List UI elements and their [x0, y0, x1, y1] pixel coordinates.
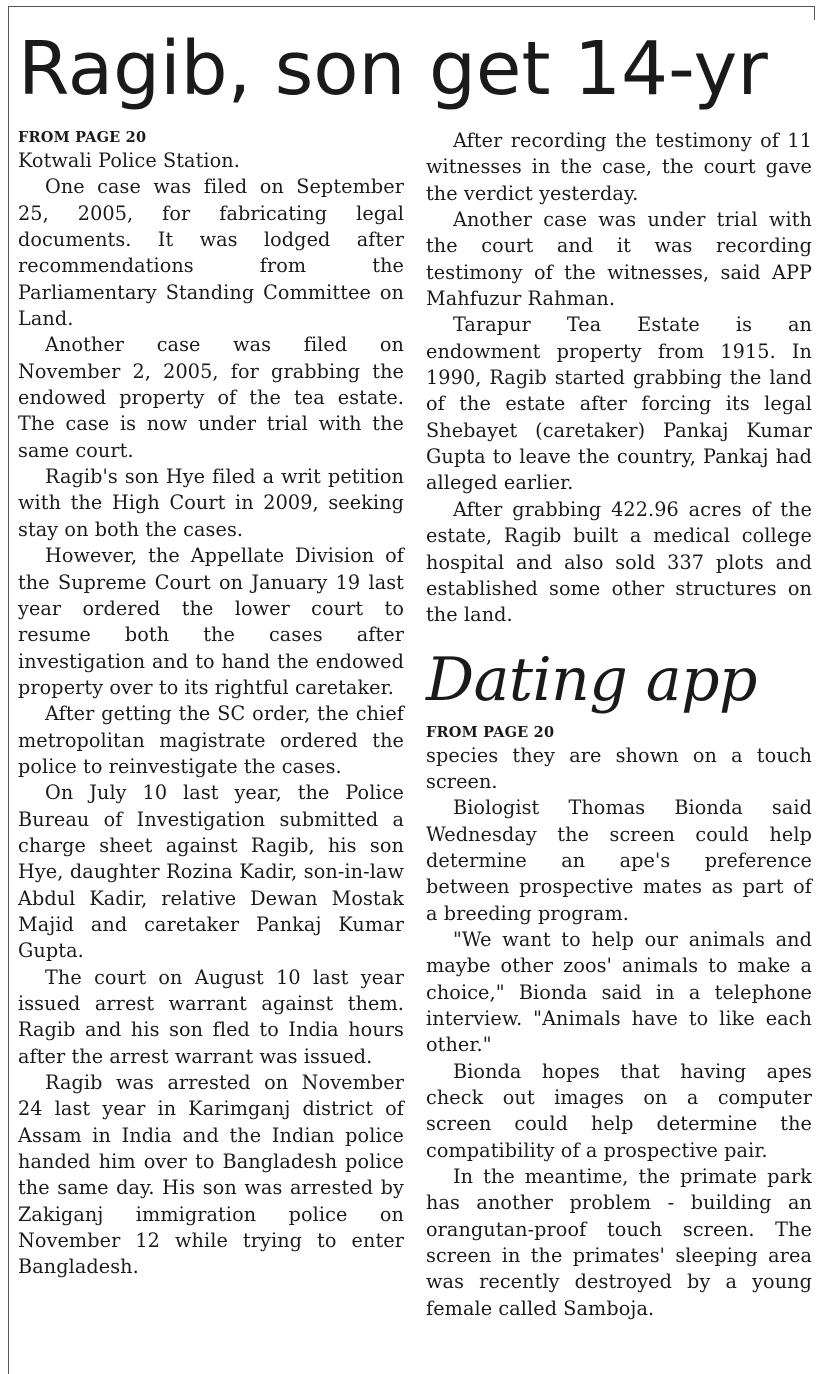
article-paragraph: However, the Appellate Division of the Supreme Court on January 19 last year ordered the lower court to resume both the cases after investigation and to hand the endowed property over to its rightful caretaker. [18, 544, 404, 699]
article-paragraph: One case was filed on September 25, 2005, for fabricating legal documents. It was lodged after recommendations from the Parliamentary Standing Committee on Land. [18, 175, 404, 331]
article-paragraph: The court on August 10 last year issued arrest warrant against them. Ragib and his son fled to India hours after the arrest warrant was issued. [18, 965, 404, 1068]
article-paragraph: In the meantime, the primate park has another problem - building an orangutan-proof touch screen. The screen in the primates' sleeping area was recently destroyed by a young female called Samboja. [426, 1165, 812, 1320]
article-paragraph: After grabbing 422.96 acres of the estate, Ragib built a medical college hospital and also sold 337 plots and established some other structures on the land. [426, 497, 812, 627]
continuation-kicker: FROM PAGE 20 [426, 723, 555, 741]
article-paragraph: "We want to help our animals and maybe other zoos' animals to make a choice," Bionda said in a telephone interview. "Animals have to like each other." [426, 927, 812, 1057]
article-paragraph: Kotwali Police Station. [18, 149, 240, 172]
right-border-rule [814, 6, 815, 20]
left-column [18, 128, 404, 1281]
article-paragraph: Another case was under trial with the court and it was recording testimony of the witnesses, said APP Mahfuzur Rahman. [426, 208, 812, 311]
article-paragraph: Ragib's son Hye filed a writ petition with the High Court in 2009, seeking stay on both the cases. [18, 465, 404, 541]
right-column [426, 128, 812, 1322]
article-paragraph: Ragib was arrested on November 24 last year in Karimganj district of Assam in India and the Indian police handed him over to Bangladesh police the same day. His son was arrested by Zakiganj immigration police on November 12 while trying to enter Bangladesh. [18, 1071, 404, 1279]
second-article-headline: Dating app [426, 644, 757, 715]
article-paragraph: Bionda hopes that having apes check out images on a computer screen could help determine the compatibility of a prospective pair. [426, 1059, 812, 1162]
continuation-kicker: FROM PAGE 20 [18, 129, 147, 146]
article-paragraph: On July 10 last year, the Police Bureau of Investigation submitted a charge sheet against Ragib, his son Hye, daughter Rozina Kadir, son-in-law Abdul Kadir, relative Dewan Mostak Majid and caretaker Pankaj Kumar Gupta. [18, 781, 404, 963]
article-paragraph: Another case was filed on November 2, 2005, for grabbing the endowed property of the tea estate. The case is now under trial with the same court. [18, 333, 404, 462]
article-paragraph: Biologist Thomas Bionda said Wednesday the screen could help determine an ape's preference between prospective mates as part of a breeding program. [426, 796, 812, 925]
top-border-rule [8, 6, 815, 7]
article-paragraph: After recording the testimony of 11 witnesses in the case, the court gave the verdict yesterday. [426, 129, 812, 205]
article-paragraph: Tarapur Tea Estate is an endowment property from 1915. In 1990, Ragib started grabbing the land of the estate after forcing its legal Shebayet (caretaker) Pankaj Kumar Gupta to leave the country, Pankaj had alleged earlier. [426, 313, 812, 495]
left-border-rule [8, 6, 9, 1374]
article-headline: Ragib, son get 14-yr [18, 26, 768, 112]
article-paragraph: species they are shown on a touch screen. [426, 743, 812, 793]
article-paragraph: After getting the SC order, the chief metropolitan magistrate ordered the police to reinvestigate the cases. [18, 702, 404, 778]
